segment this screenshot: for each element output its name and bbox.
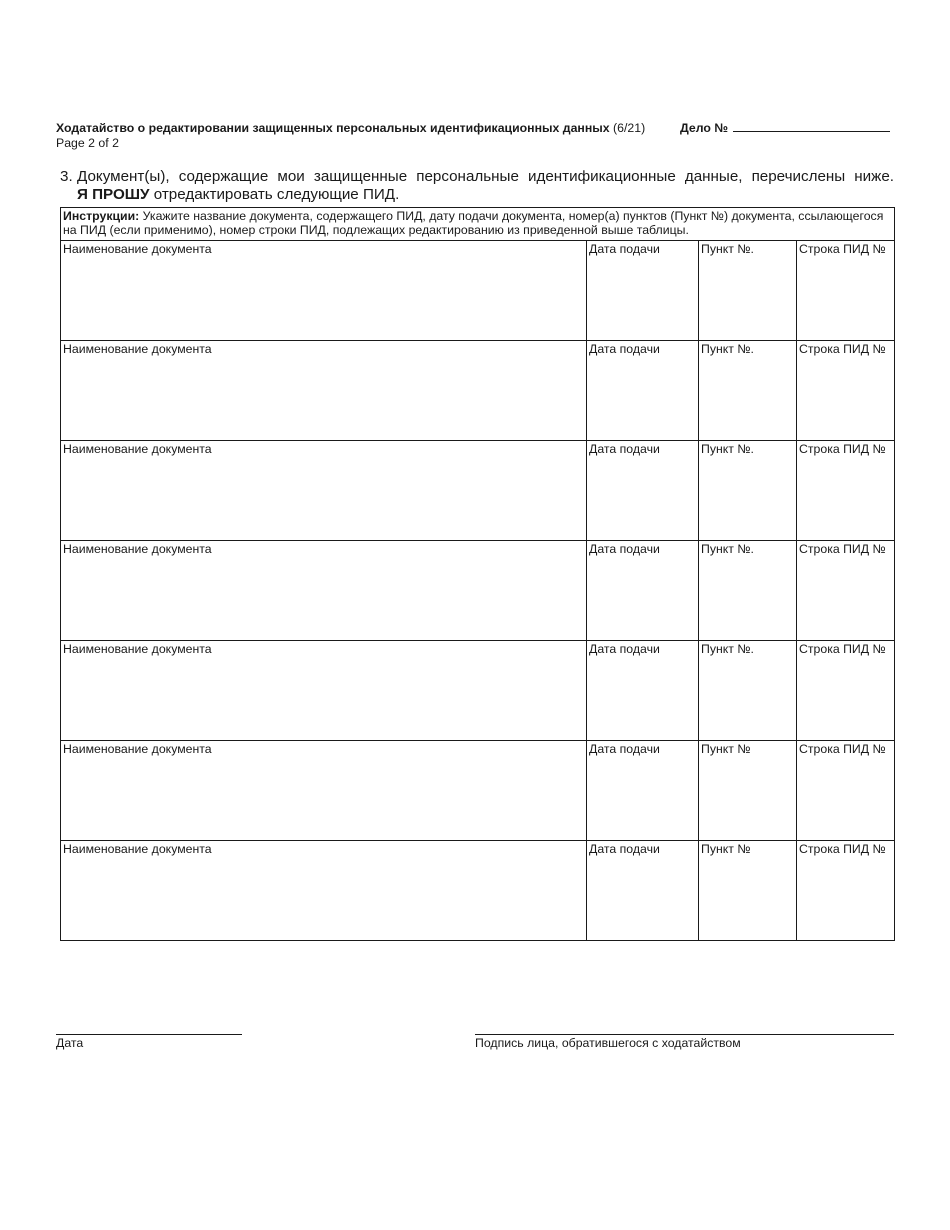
instructions-cell bbox=[61, 208, 895, 241]
doc-name-label: Наименование документа bbox=[63, 542, 212, 556]
table-row bbox=[61, 741, 895, 841]
item-no-label: Пункт № bbox=[701, 742, 751, 756]
filing-date-label: Дата подачи bbox=[589, 242, 660, 256]
pid-line-field[interactable] bbox=[797, 341, 895, 441]
applicant-signature-line[interactable] bbox=[475, 1034, 894, 1050]
item-no-field[interactable] bbox=[699, 741, 797, 841]
date-label: Дата bbox=[56, 1036, 84, 1050]
signature-block bbox=[56, 1034, 894, 1064]
case-number-field[interactable] bbox=[733, 119, 890, 132]
doc-name-field[interactable] bbox=[61, 841, 587, 941]
doc-name-field[interactable] bbox=[61, 341, 587, 441]
filing-date-label: Дата подачи bbox=[589, 342, 660, 356]
doc-name-label: Наименование документа bbox=[63, 742, 212, 756]
pid-line-field[interactable] bbox=[797, 441, 895, 541]
signature-label: Подпись лица, обратившегося с ходатайством bbox=[475, 1036, 741, 1050]
filing-date-label: Дата подачи bbox=[589, 542, 660, 556]
filing-date-label: Дата подачи bbox=[589, 442, 660, 456]
form-title bbox=[56, 121, 645, 136]
section-text-line1: Документ(ы), содержащие мои защищенные персональные идентификационные данные, перечислены ниже. bbox=[77, 168, 894, 185]
request-rest: отредактировать следующие ПИД. bbox=[149, 186, 400, 203]
doc-name-field[interactable] bbox=[61, 741, 587, 841]
date-signature-line[interactable] bbox=[56, 1034, 242, 1050]
section-number: 3. bbox=[60, 168, 73, 185]
item-no-label: Пункт №. bbox=[701, 642, 754, 656]
form-title-text: Ходатайство о редактировании защищенных персональных идентификационных данных bbox=[56, 121, 610, 135]
instructions-text: Укажите название документа, содержащего ПИД, дату подачи документа, номер(а) пунктов (Пункт №) документа, ссылающегося на ПИД (если применимо), номер строки ПИД, подлежащих редактированию из приведенной выше таблицы. bbox=[63, 209, 884, 237]
item-no-field[interactable] bbox=[699, 441, 797, 541]
item-no-field[interactable] bbox=[699, 241, 797, 341]
item-no-field[interactable] bbox=[699, 541, 797, 641]
filing-date-field[interactable] bbox=[587, 241, 699, 341]
request-bold: Я ПРОШУ bbox=[77, 186, 150, 203]
filing-date-field[interactable] bbox=[587, 841, 699, 941]
table-row bbox=[61, 241, 895, 341]
pid-line-label: Строка ПИД № bbox=[799, 542, 886, 556]
filing-date-label: Дата подачи bbox=[589, 742, 660, 756]
pid-line-label: Строка ПИД № bbox=[799, 642, 886, 656]
item-no-label: Пункт № bbox=[701, 842, 751, 856]
item-no-field[interactable] bbox=[699, 841, 797, 941]
pid-line-label: Строка ПИД № bbox=[799, 242, 886, 256]
section-request bbox=[77, 186, 399, 203]
instructions-row bbox=[61, 208, 895, 241]
section-3 bbox=[60, 168, 894, 204]
item-no-label: Пункт №. bbox=[701, 342, 754, 356]
doc-name-field[interactable] bbox=[61, 241, 587, 341]
doc-name-label: Наименование документа bbox=[63, 242, 212, 256]
table-row bbox=[61, 341, 895, 441]
table-row bbox=[61, 441, 895, 541]
case-number-label: Дело № bbox=[679, 121, 728, 135]
form-header bbox=[56, 119, 896, 151]
doc-name-label: Наименование документа bbox=[63, 842, 212, 856]
filing-date-field[interactable] bbox=[587, 741, 699, 841]
pid-line-label: Строка ПИД № bbox=[799, 442, 886, 456]
table-row bbox=[61, 641, 895, 741]
form-version: (6/21) bbox=[609, 121, 646, 135]
instructions-label: Инструкции: bbox=[63, 209, 140, 223]
case-number bbox=[680, 119, 890, 136]
doc-name-label: Наименование документа bbox=[63, 342, 212, 356]
filing-date-label: Дата подачи bbox=[589, 642, 660, 656]
table-row bbox=[61, 841, 895, 941]
filing-date-field[interactable] bbox=[587, 541, 699, 641]
item-no-label: Пункт №. bbox=[701, 542, 754, 556]
filing-date-label: Дата подачи bbox=[589, 842, 660, 856]
pid-table bbox=[60, 207, 895, 941]
pid-line-field[interactable] bbox=[797, 841, 895, 941]
doc-name-field[interactable] bbox=[61, 441, 587, 541]
doc-name-field[interactable] bbox=[61, 641, 587, 741]
pid-line-field[interactable] bbox=[797, 641, 895, 741]
item-no-label: Пункт №. bbox=[701, 442, 754, 456]
pid-line-field[interactable] bbox=[797, 741, 895, 841]
table-row bbox=[61, 541, 895, 641]
pid-line-field[interactable] bbox=[797, 241, 895, 341]
doc-name-label: Наименование документа bbox=[63, 442, 212, 456]
doc-name-field[interactable] bbox=[61, 541, 587, 641]
filing-date-field[interactable] bbox=[587, 441, 699, 541]
pid-line-label: Строка ПИД № bbox=[799, 742, 886, 756]
pid-line-label: Строка ПИД № bbox=[799, 842, 886, 856]
item-no-field[interactable] bbox=[699, 641, 797, 741]
section-text bbox=[77, 168, 894, 204]
pid-line-label: Строка ПИД № bbox=[799, 342, 886, 356]
item-no-label: Пункт №. bbox=[701, 242, 754, 256]
filing-date-field[interactable] bbox=[587, 641, 699, 741]
filing-date-field[interactable] bbox=[587, 341, 699, 441]
doc-name-label: Наименование документа bbox=[63, 642, 212, 656]
item-no-field[interactable] bbox=[699, 341, 797, 441]
page-indicator: Page 2 of 2 bbox=[56, 136, 119, 150]
pid-line-field[interactable] bbox=[797, 541, 895, 641]
